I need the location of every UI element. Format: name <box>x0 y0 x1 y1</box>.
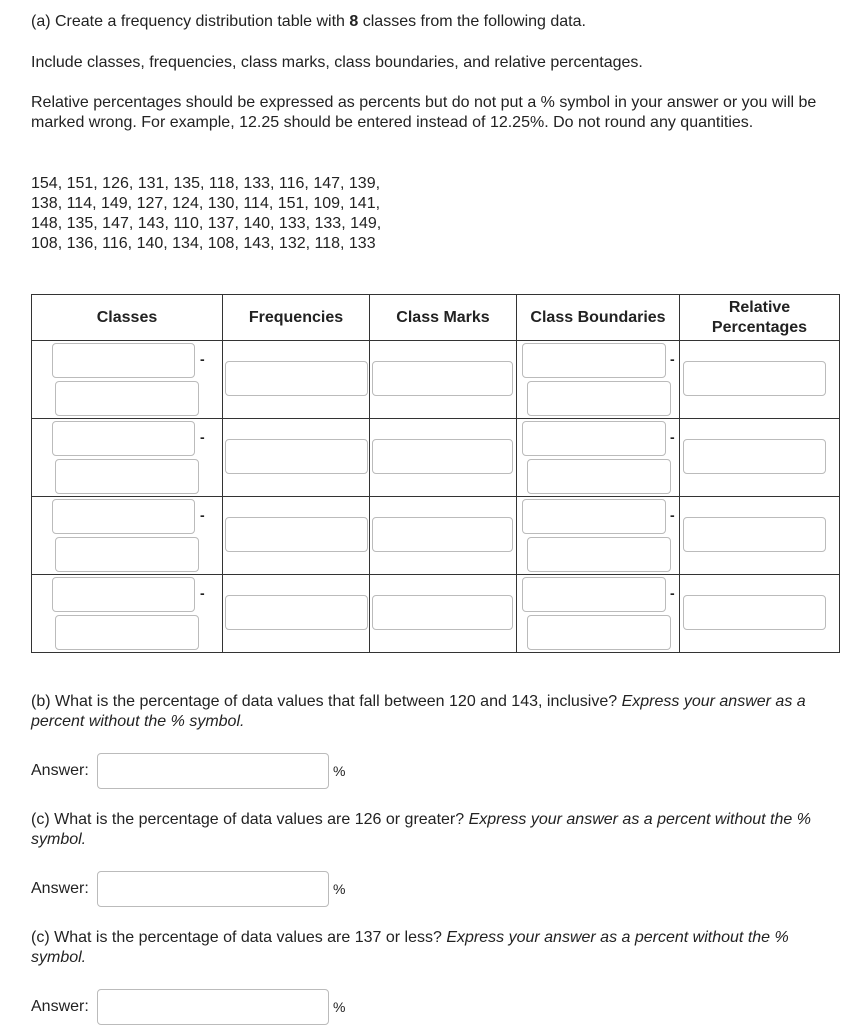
boundary-upper-input[interactable] <box>527 381 671 416</box>
class-boundaries-cell <box>517 419 680 497</box>
boundary-upper-input[interactable] <box>527 537 671 572</box>
relative-percentage-input[interactable] <box>683 361 826 396</box>
class-boundaries-cell <box>517 341 680 419</box>
range-dash: - <box>670 507 675 523</box>
frequency-table <box>31 294 840 653</box>
part-b-question <box>31 692 821 732</box>
class-upper-input[interactable] <box>55 459 199 494</box>
frequency-cell <box>223 419 370 497</box>
hint: Express your answer as a percent without the % symbol. <box>31 693 806 730</box>
relative-percentage-cell <box>680 575 840 653</box>
class-mark-cell <box>370 341 517 419</box>
classes-cell <box>32 419 223 497</box>
range-dash: - <box>670 429 675 445</box>
data-line: 108, 136, 116, 140, 134, 108, 143, 132, 118, 133 <box>31 235 376 252</box>
class-lower-input[interactable] <box>52 343 195 378</box>
class-mark-input[interactable] <box>372 361 513 396</box>
part-c1-question <box>31 810 831 850</box>
hint: Express your answer as a percent without the % symbol. <box>31 929 789 966</box>
answer-b-input[interactable] <box>97 753 329 789</box>
answer-c1-input[interactable] <box>97 871 329 907</box>
class-mark-input[interactable] <box>372 595 513 630</box>
header-classes: Classes <box>32 295 223 341</box>
part-a-include: Include classes, frequencies, class marks, class boundaries, and relative percentages. <box>31 54 643 71</box>
classes-cell <box>32 341 223 419</box>
data-line: 154, 151, 126, 131, 135, 118, 133, 116, 147, 139, <box>31 175 381 192</box>
answer-label: Answer: <box>31 762 89 779</box>
boundary-lower-input[interactable] <box>522 421 666 456</box>
header-class-marks: Class Marks <box>370 295 517 341</box>
text: (c) What is the percentage of data values are 126 or greater? <box>31 811 469 828</box>
class-lower-input[interactable] <box>52 577 195 612</box>
boundary-upper-input[interactable] <box>527 615 671 650</box>
boundary-lower-input[interactable] <box>522 577 666 612</box>
class-lower-input[interactable] <box>52 421 195 456</box>
class-mark-input[interactable] <box>372 439 513 474</box>
frequency-input[interactable] <box>225 595 368 630</box>
classes-cell <box>32 497 223 575</box>
frequency-cell <box>223 575 370 653</box>
part-a-instructions: Relative percentages should be expressed as percents but do not put a % symbol in your answer or you will be marked wrong. For example, 12.25 should be entered instead of 12.25%. Do not round any quantities. <box>31 94 817 131</box>
table-row <box>32 341 840 419</box>
range-dash: - <box>200 351 205 367</box>
relative-percentage-cell <box>680 419 840 497</box>
data-values <box>31 174 381 254</box>
answer-c2-input[interactable] <box>97 989 329 1025</box>
data-line: 138, 114, 149, 127, 124, 130, 114, 151, 109, 141, <box>31 195 381 212</box>
hint: Express your answer as a percent without the % symbol. <box>31 811 811 848</box>
class-lower-input[interactable] <box>52 499 195 534</box>
table-row <box>32 419 840 497</box>
header-class-boundaries: Class Boundaries <box>517 295 680 341</box>
relative-percentage-input[interactable] <box>683 439 826 474</box>
boundary-lower-input[interactable] <box>522 499 666 534</box>
range-dash: - <box>200 429 205 445</box>
frequency-input[interactable] <box>225 361 368 396</box>
class-count: 8 <box>349 13 359 30</box>
header-relative-percentages: Relative Percentages <box>680 295 840 341</box>
table-row <box>32 497 840 575</box>
range-dash: - <box>200 507 205 523</box>
class-upper-input[interactable] <box>55 381 199 416</box>
relative-percentage-cell <box>680 341 840 419</box>
class-mark-cell <box>370 575 517 653</box>
class-boundaries-cell <box>517 497 680 575</box>
text: (c) What is the percentage of data values are 137 or less? <box>31 929 447 946</box>
range-dash: - <box>670 351 675 367</box>
range-dash: - <box>200 585 205 601</box>
percent-sign: % <box>333 999 346 1015</box>
answer-label: Answer: <box>31 998 89 1015</box>
boundary-lower-input[interactable] <box>522 343 666 378</box>
class-mark-cell <box>370 419 517 497</box>
class-upper-input[interactable] <box>55 615 199 650</box>
relative-percentage-input[interactable] <box>683 517 826 552</box>
class-mark-cell <box>370 497 517 575</box>
frequency-cell <box>223 341 370 419</box>
text: classes from the following data. <box>358 13 586 30</box>
frequency-cell <box>223 497 370 575</box>
classes-cell <box>32 575 223 653</box>
answer-label: Answer: <box>31 880 89 897</box>
data-line: 148, 135, 147, 143, 110, 137, 140, 133, 133, 149, <box>31 215 382 232</box>
percent-sign: % <box>333 881 346 897</box>
table-row <box>32 575 840 653</box>
part-a-intro <box>31 12 586 32</box>
text: (b) What is the percentage of data values that fall between 120 and 143, inclusive? <box>31 693 622 710</box>
percent-sign: % <box>333 763 346 779</box>
part-c2-question <box>31 928 831 968</box>
relative-percentage-input[interactable] <box>683 595 826 630</box>
header-frequencies: Frequencies <box>223 295 370 341</box>
class-boundaries-cell <box>517 575 680 653</box>
text: (a) Create a frequency distribution table with <box>31 13 350 30</box>
class-mark-input[interactable] <box>372 517 513 552</box>
frequency-input[interactable] <box>225 517 368 552</box>
class-upper-input[interactable] <box>55 537 199 572</box>
frequency-input[interactable] <box>225 439 368 474</box>
range-dash: - <box>670 585 675 601</box>
boundary-upper-input[interactable] <box>527 459 671 494</box>
relative-percentage-cell <box>680 497 840 575</box>
